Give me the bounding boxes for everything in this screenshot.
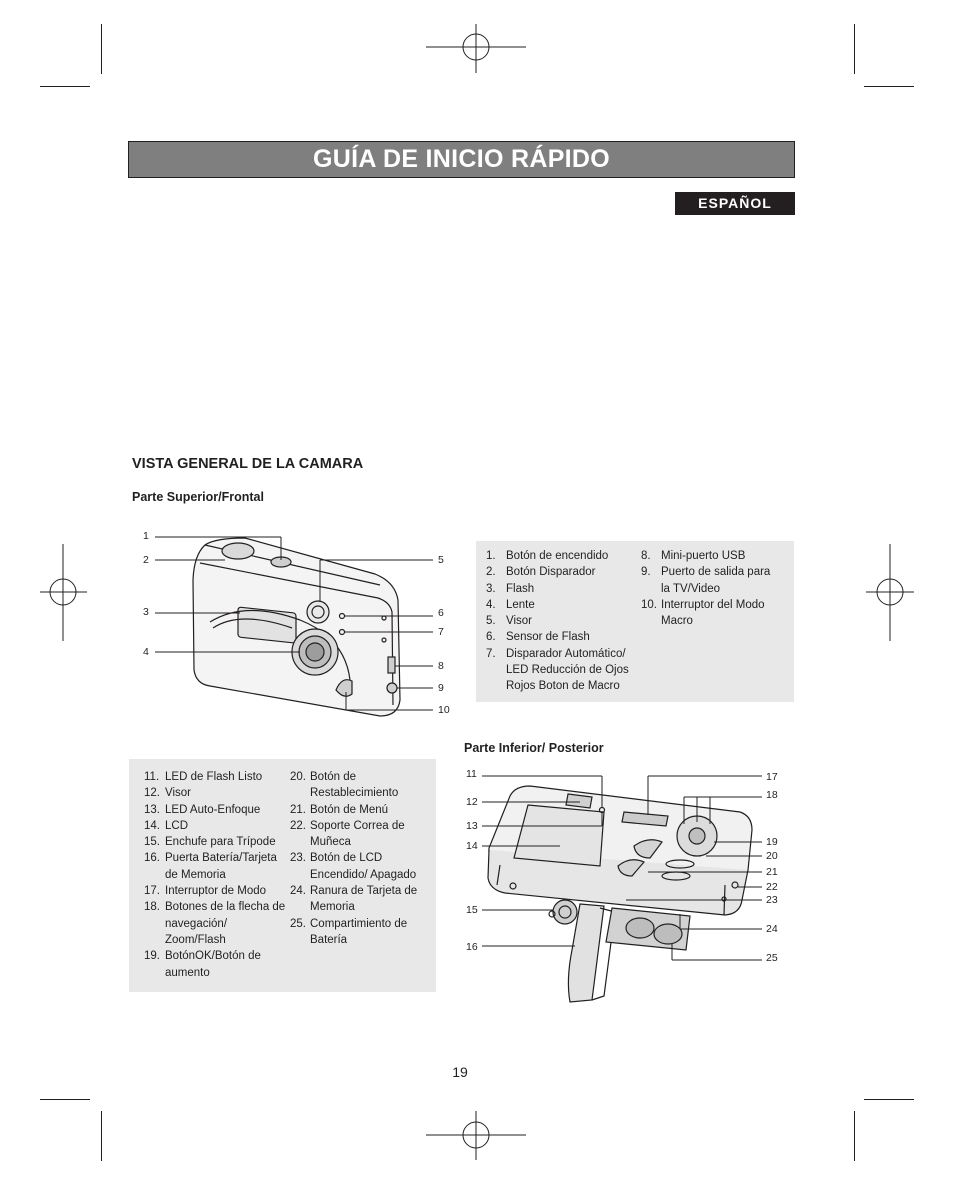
callout-16: 16	[466, 941, 478, 953]
callout-3: 3	[143, 606, 149, 618]
list-item: 3. Flash	[486, 582, 535, 595]
list-item: 10. Interruptor del Modo Macro	[641, 598, 765, 628]
list-item: 13. LED Auto-Enfoque	[144, 803, 261, 816]
callout-12: 12	[466, 796, 478, 808]
callout-15: 15	[466, 904, 478, 916]
list-item: 2. Botón Disparador	[486, 566, 596, 579]
list-item: 6. Sensor de Flash	[486, 631, 590, 644]
list-item: 14. LCD	[144, 819, 189, 832]
list-item: 12. Visor	[144, 787, 191, 800]
callout-14: 14	[466, 840, 478, 852]
callout-22: 22	[766, 881, 778, 893]
list-item: 5. Visor	[486, 615, 532, 628]
callout-19: 19	[766, 836, 778, 848]
list-item: 7. Disparador Automático/ LED Reducción de Ojos Rojos Boton de Macro	[486, 647, 629, 693]
list-item: 20. Botón de Restablecimiento	[290, 771, 399, 800]
list-item: 9. Puerto de salida para la TV/Video	[641, 566, 771, 595]
language-badge: ESPAÑOL	[675, 192, 795, 215]
list-item: 23. Botón de LCD Encendido/ Apagado	[290, 852, 417, 881]
callout-20: 20	[766, 850, 778, 862]
callout-13: 13	[466, 820, 478, 832]
callout-4: 4	[143, 646, 149, 658]
list-item: 17. Interruptor de Modo	[144, 885, 267, 898]
callout-18: 18	[766, 789, 778, 801]
callout-10: 10	[438, 704, 450, 716]
callout-25: 25	[766, 952, 778, 964]
callout-2: 2	[143, 554, 149, 566]
callout-24: 24	[766, 923, 778, 935]
list-item: 1. Botón de encendido	[486, 550, 609, 562]
list-item: 16. Puerta Batería/Tarjeta de Memoria	[144, 852, 277, 881]
list-item: 8. Mini-puerto USB	[641, 550, 746, 562]
list-item: 4. Lente	[486, 598, 535, 611]
callout-17: 17	[766, 771, 778, 783]
list-item: 19. BotónOK/Botón de aumento	[144, 950, 261, 979]
callout-1: 1	[143, 530, 149, 542]
subtitle-bottom-back: Parte Inferior/ Posterior	[464, 741, 604, 755]
subtitle-top-front: Parte Superior/Frontal	[132, 490, 264, 504]
callout-6: 6	[438, 607, 444, 619]
list-item: 18. Botones de la flecha de navegación/ Zoom/Flash	[144, 901, 286, 946]
list-item: 11. LED de Flash Listo	[144, 771, 263, 783]
page-number: 19	[452, 1064, 468, 1080]
list-item: 25. Compartimiento de Batería	[290, 917, 408, 946]
callout-7: 7	[438, 626, 444, 638]
callout-8: 8	[438, 660, 444, 672]
page-title: GUÍA DE INICIO RÁPIDO	[128, 141, 795, 178]
callout-5: 5	[438, 554, 444, 566]
callout-9: 9	[438, 682, 444, 694]
section-title: VISTA GENERAL DE LA CAMARA	[132, 456, 364, 472]
list-item: 15. Enchufe para Trípode	[144, 836, 276, 849]
list-item: 21. Botón de Menú	[290, 803, 389, 816]
list-item: 22. Soporte Correa de Muñeca	[290, 819, 405, 849]
callout-23: 23	[766, 894, 778, 906]
callout-21: 21	[766, 866, 778, 878]
callout-11: 11	[466, 768, 477, 780]
list-item: 24. Ranura de Tarjeta de Memoria	[290, 885, 418, 914]
